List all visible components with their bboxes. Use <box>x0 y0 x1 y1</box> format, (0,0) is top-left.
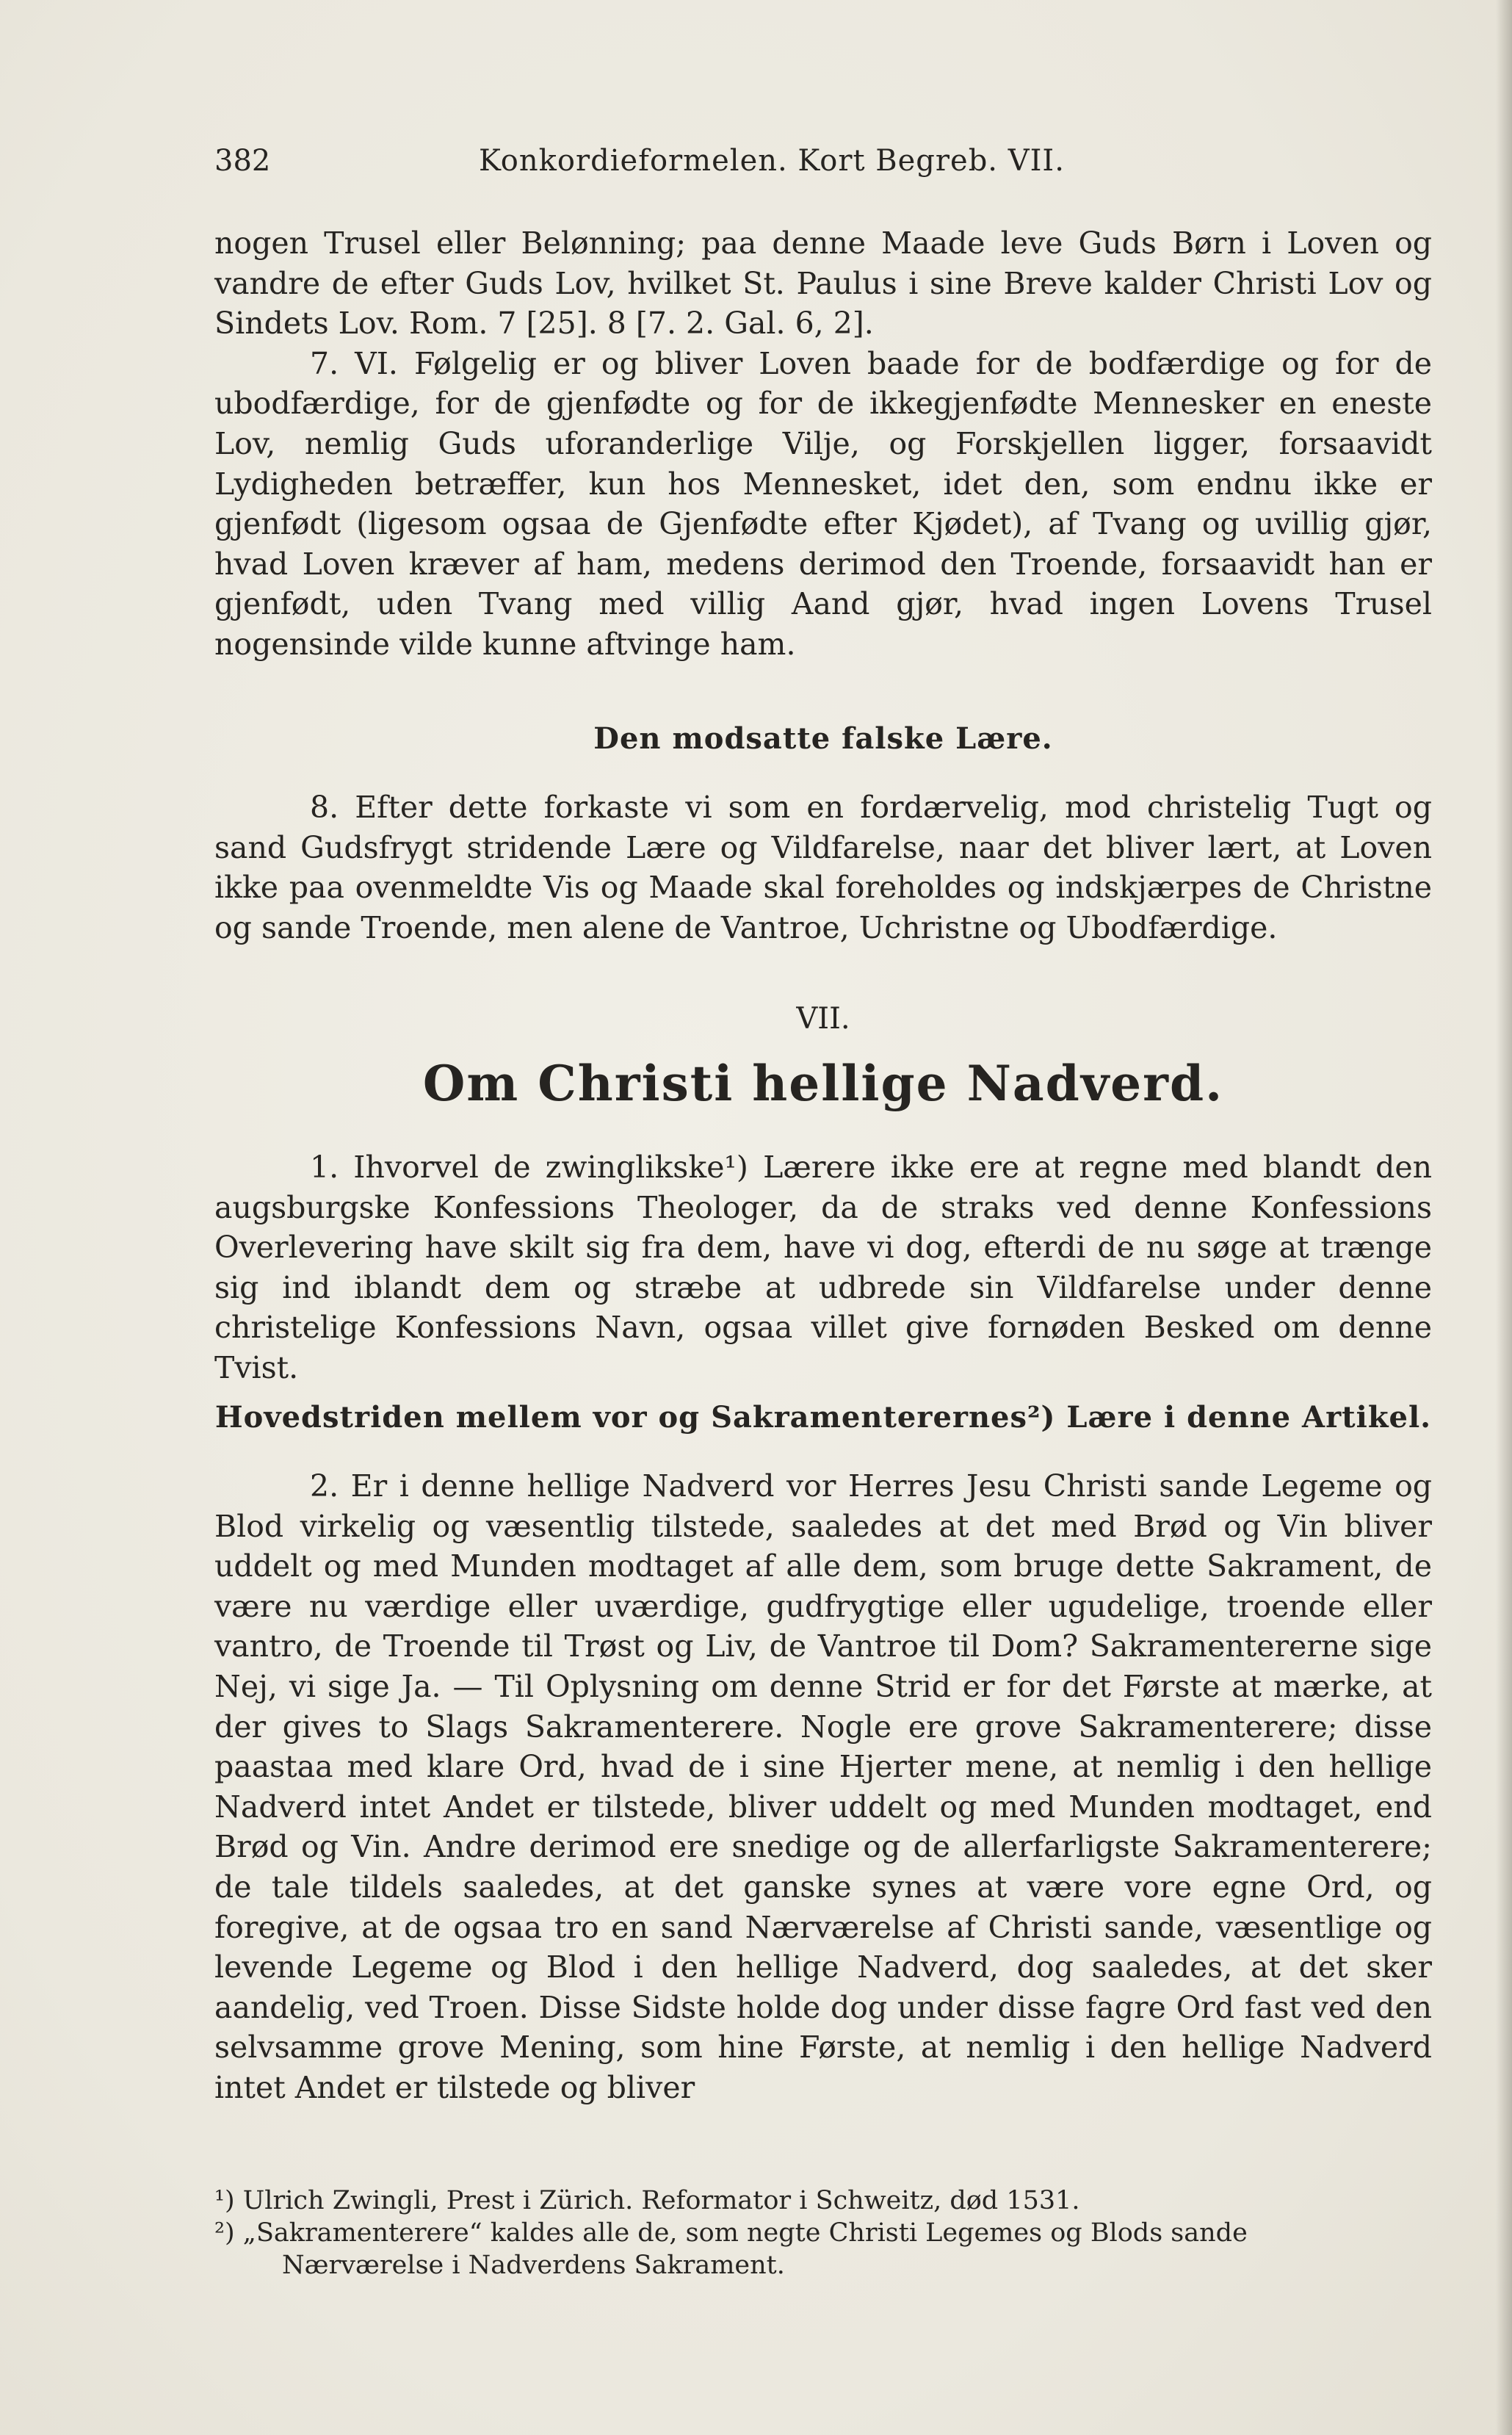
running-title: Konkordieformelen. Kort Begreb. VII. <box>479 144 1065 178</box>
section-heading-false-doctrine: Den modsatte falske Lære. <box>593 721 1053 756</box>
chapter-number: VII. <box>796 1002 850 1036</box>
page-header <box>214 144 1432 188</box>
footnote-2-continuation: Nærværelse i Nadverdens Sakrament. <box>282 2251 785 2280</box>
section-heading-main-dispute: Hovedstriden mellem vor og Sakramenterernes²) Lære i denne Artikel. <box>214 1400 1432 1435</box>
section-paragraph-1 <box>214 1147 1432 1388</box>
footnote-2: ²) „Sakramenterere“ kaldes alle de, som negte Christi Legemes og Blods sande <box>214 2218 1248 2248</box>
footnote-1: ¹) Ulrich Zwingli, Prest i Zürich. Reformator i Schweitz, død 1531. <box>214 2186 1080 2215</box>
page-number: 382 <box>214 144 271 178</box>
paragraph-7: 7. VI. Følgelig er og bliver Loven baade for de bodfærdige og for de ubodfærdige, for de gjenfødte og for de ikkegjenfødte Mennesker en eneste Lov, nemlig Guds uforanderlige Vilje, og Forskjellen ligger, forsaavidt Lydigheden betræffer, kun hos Mennesket, idet den, som endnu ikke er gjenfødt (ligesom ogsaa de Gjenfødte efter Kjødet), af Tvang og uvillig gjør, hvad Loven kræver af ham, medens derimod den Troende, forsaavidt han er gjenfødt, uden Tvang med villig Aand gjør, hvad ingen Lovens Trusel nogensinde vilde kunne aftvinge ham. <box>214 345 1432 662</box>
page-edge-shadow <box>1496 0 1512 2435</box>
paragraph-continuation: nogen Trusel eller Belønning; paa denne Maade leve Guds Børn i Loven og vandre de efter Guds Lov, hvilket St. Paulus i sine Breve kalder Christi Lov og Sindets Lov. Rom. 7 [25]. 8 [7. 2. Gal. 6, 2]. <box>214 226 1432 342</box>
paragraph-1: 1. Ihvorvel de zwinglikske¹) Lærere ikke ere at regne med blandt den augsburgske Konfessions Theologer, da de straks ved denne Konfessions Overlevering have skilt sig fra dem, have vi dog, efterdi de nu søge at trænge sig ind iblandt dem og stræbe at udbrede sin Vildfarelse under denne christelige Konfessions Navn, ogsaa villet give fornøden Besked om denne Tvist. <box>214 1150 1432 1385</box>
section-paragraph-6-7 <box>214 223 1432 665</box>
section-paragraph-2 <box>214 1466 1432 2108</box>
paragraph-2: 2. Er i denne hellige Nadverd vor Herres Jesu Christi sande Legeme og Blod virkelig og væsentlig tilstede, saaledes at det med Brød og Vin bliver uddelt og med Munden modtaget af alle dem, som bruge dette Sakrament, de være nu værdige eller uværdige, gudfrygtige eller ugudelige, troende eller vantro, de Troende til Trøst og Liv, de Vantroe til Dom? Sakramentererne sige Nej, vi sige Ja. — Til Oplysning om denne Strid er for det Første at mærke, at der gives to Slags Sakramenterere. Nogle ere grove Sakramenterere; disse paastaa med klare Ord, hvad de i sine Hjerter mene, at nemlig i den hellige Nadverd intet Andet er tilstede, bliver uddelt og med Munden modtaget, end Brød og Vin. Andre derimod ere snedige og de allerfarligste Sakramenterere; de tale tildels saaledes, at det ganske synes at være vore egne Ord, og foregive, at de ogsaa tro en sand Nærværelse af Christi sande, væsentlige og levende Legeme og Blod i den hellige Nadverd, dog saaledes, at det sker aandelig, ved Troen. Disse Sidste holde dog under disse fagre Ord fast ved den selvsamme grove Mening, som hine Første, at nemlig i den hellige Nadverd intet Andet er tilstede og bliver <box>214 1468 1432 2105</box>
paragraph-8: 8. Efter dette forkaste vi som en fordærvelig, mod christelig Tugt og sand Gudsfrygt stridende Lære og Vildfarelse, naar det bliver lært, at Loven ikke paa ovenmeldte Vis og Maade skal foreholdes og indskjærpes de Christne og sande Troende, men alene de Vantroe, Uchristne og Ubodfærdige. <box>214 790 1432 945</box>
chapter-title: Om Christi hellige Nadverd. <box>422 1055 1224 1112</box>
section-paragraph-8 <box>214 787 1432 948</box>
footnotes <box>214 2185 1432 2281</box>
